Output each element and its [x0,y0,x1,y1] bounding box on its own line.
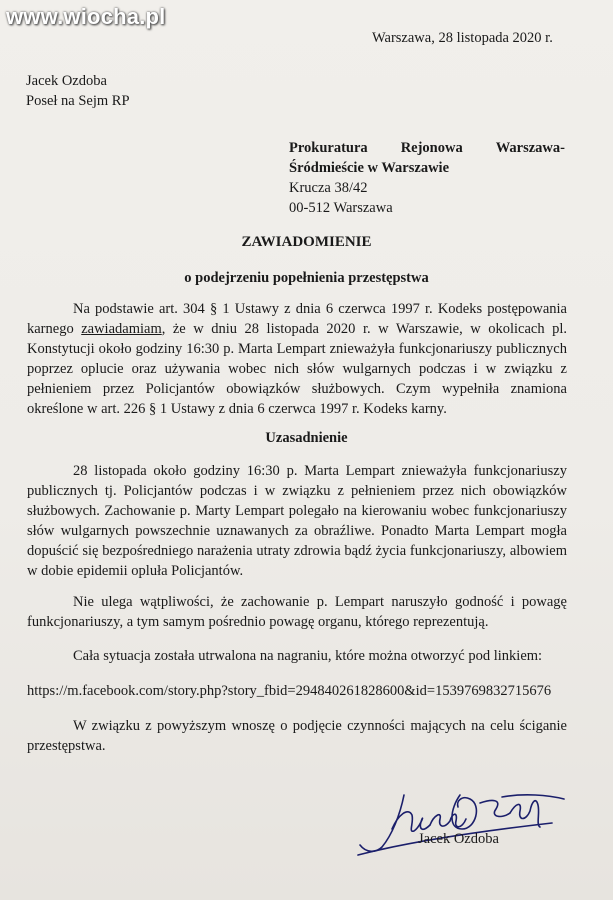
recording-link: https://m.facebook.com/story.php?story_fbid=294840261828600&id=1539769832715676 [27,683,552,699]
sender-title: Poseł na Sejm RP [26,93,130,109]
para1-underlined: zawiadamiam [81,321,162,337]
handwritten-signature [352,785,567,860]
document-title: ZAWIADOMIENIE [241,234,372,250]
document-subtitle: o podejrzeniu popełnienia przestępstwa [184,270,429,286]
document-date: Warszawa, 28 listopada 2020 r. [372,30,553,46]
recipient-word-3: Warszawa- [495,140,565,156]
signature-name: Jacek Ozdoba [418,831,499,847]
paragraph-notification [27,299,567,419]
recipient-line-2: Śródmieście w Warszawie [289,160,450,176]
para1-text-b: , że w dniu 28 listopada 2020 r. w Warszawie, w okolicach pl. Konstytucji około godziny 16:30 p. Marta Lempart znieważyła funkcjonariuszy publicznych poprzez oplucie oraz używania wobec nich słów wulgarnych podczas i w związku z pełnieniem przez Policjantów obowiązków służbowych. Czym wypełniła znamiona określone w art. 226 § 1 Ustawy z dnia 6 czerwca 1997 r. Kodeks karny. [27,321,567,417]
recipient-street: Krucza 38/42 [289,180,368,196]
recipient-block [289,138,565,218]
para1-text-a: Na podstawie art. 304 § 1 Ustawy z dnia 6 czerwca 1997 r. Kodeks postępowania karnego [27,301,567,337]
recipient-line-1 [289,138,565,158]
section-title-justification: Uzasadnienie [265,430,348,446]
recipient-word-1: Prokuratura [289,140,368,156]
sender-block [26,71,130,111]
recipient-word-2: Rejonowa [400,140,463,156]
paragraph-recording: Cała sytuacja została utrwalona na nagraniu, które można otworzyć pod linkiem: [73,648,543,664]
paragraph-request: W związku z powyższym wnoszę o podjęcie czynności mających na celu ściganie przestępstwa. [27,718,567,754]
recipient-postcode: 00-512 Warszawa [289,200,393,216]
paragraph-justification: 28 listopada około godziny 16:30 p. Marta Lempart znieważyła funkcjonariuszy publicznych tj. Policjantów podczas i w związku z pełnieniem przez nich obowiązków służbowych. Zachowanie p. Marty Lempart polegało na kierowaniu wobec funkcjonariuszy słów wulgarnych powszechnie uznawanych za obraźliwe. Ponadto Marta Lempart mogła dopuścić się bezpośredniego narażenia utraty zdrowia bądź życia funkcjonariuszy, albowiem w dobie epidemii opluła Policjantów. [27,463,567,579]
paragraph-dignity: Nie ulega wątpliwości, że zachowanie p. Lempart naruszyło godność i powagę funkcjonariuszy, a tym samym pośrednio powagę organu, którego reprezentują. [27,594,567,630]
watermark: www.wiocha.pl [6,4,166,29]
sender-name: Jacek Ozdoba [26,73,107,89]
